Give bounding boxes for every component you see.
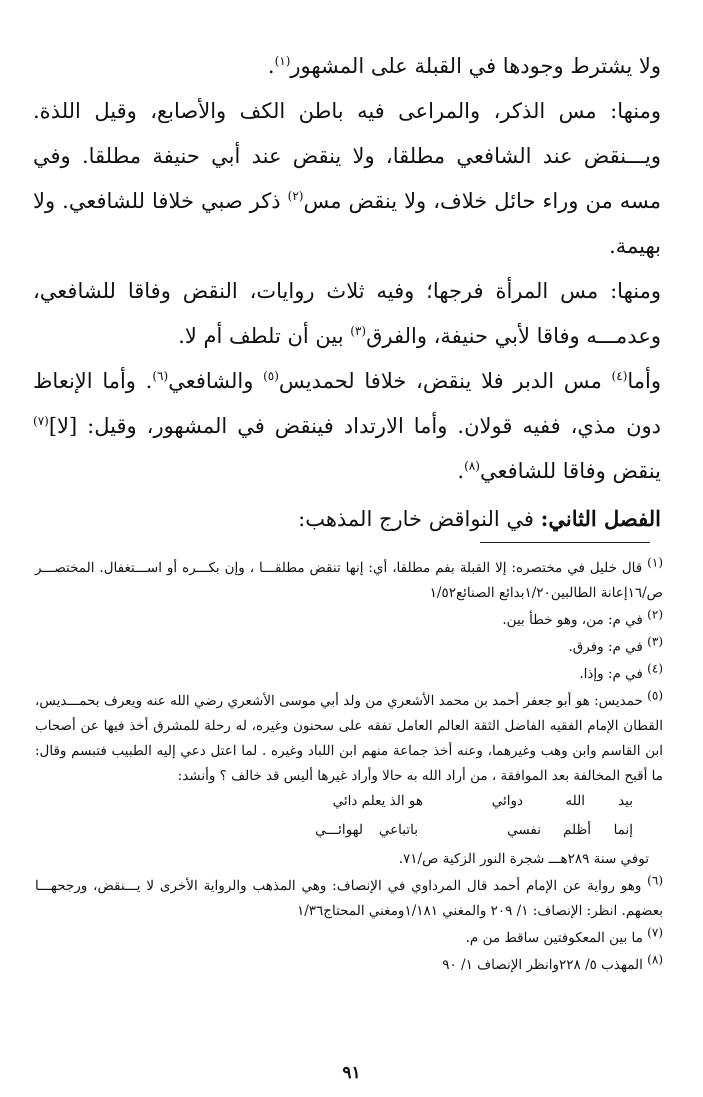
- footnote-6: $^{(٦)}$ وهو رواية عن الإمام أحمد قال المرداوي في الإنصاف: وهي المذهب والرواية الأخرى لا يـــنقض، ورجحهـــا بعضهم. انظر: الإنصاف: ١/ ٢٠٩ والمغني ١/١٨١ومغني المحتاج١/٣٦: [35, 873, 663, 919]
- footnote-2: $^{(٢)}$ في م: من، وهو خطأ بين.: [502, 607, 663, 628]
- section-heading-text: في النواقض خارج المذهب:: [298, 507, 541, 531]
- footnote-ref-5[interactable]: (٥): [263, 369, 279, 383]
- footnote-5-death: توفي سنة ٢٨٩هـــ شجرة النور الزكية ص/٧١.: [398, 851, 649, 867]
- paragraph-4: وأما$^{(٤)}$ مس الدبر فلا ينقض، خلافا لحمديس$^{(٥)}$ والشافعي$^{(٦)}$. وأما الإنعاظ دون مذي، ففيه قولان. وأما الارتداد فينقض في المشهور، وقيل: [لا]$^{(٧)}$ ينقض وفاقا للشافعي$^{(٨)}$.: [33, 369, 661, 483]
- paragraph-2: ومنها: مس الذكر، والمراعى فيه باطن الكف والأصابع، وقيل اللذة. ويـــنقض عند الشافعي مطلقا، ولا ينقض عند أبي حنيفة مطلقا. وفي مسه من وراء حائل خلاف، ولا ينقض مس$^{(٢)}$ ذكر صبي خلافا للشافعي. ولا بهيمة.: [33, 99, 661, 258]
- footnote-ref-8[interactable]: (٨): [464, 459, 480, 473]
- section-heading-title: الفصل الثاني:: [540, 506, 661, 531]
- footnote-3: $^{(٣)}$ في م: وفرق.: [568, 634, 663, 655]
- page-number: ٩١: [342, 1063, 361, 1083]
- paragraph-3: ومنها: مس المرأة فرجها؛ وفيه ثلاث روايات، النقض وفاقا للشافعي، وعدمـــه وفاقا لأبي حنيفة، والفرق$^{(٣)}$ بين أن تلطف أم لا.: [33, 279, 661, 348]
- footnote-5: $^{(٥)}$ حمديس: هو أبو جعفر أحمد بن محمد الأشعري من ولد أبي موسى الأشعري رضي الله عنه ويعرف بحمـــديس، القطان الإمام الفقيه الفاضل الثقة العالم العامل تفقه على سحنون وغيره، له رحلة للمشرق أخذ فيها عن أصحاب ابن القاسم وابن وهب وغيرهما، وعنه أخذ جماعة منهم ابن اللباد وغيره . لما اعتل دعي إليه الطبيب فتبسم وقال: ما أقبح المخالفة بعد الموافقة ، من أراد الله به حالا وأراد غيرها أليس قد خالف ؟ وأنشد:: [35, 688, 663, 784]
- footnotes: [35, 556, 663, 980]
- footnote-1: $^{(١)}$ قال خليل في مختصره: إلا القبلة بفم مطلقا، أي: إنها تنقض مطلقـــا ، وإن بكـــره أو اســـتغفال. المختصـــر ص/١٦إعانة الطالبين١/٢٠بدائع الصنائع١/٥٢: [35, 555, 663, 601]
- footnote-ref-6[interactable]: (٦): [152, 369, 169, 383]
- footnote-ref-2[interactable]: (٢): [287, 189, 304, 203]
- footnote-ref-4[interactable]: (٤): [611, 369, 628, 383]
- poem-line-1: بيد الله دوائي هو الذ يعلم دائي: [332, 793, 633, 809]
- footnote-8: $^{(٨)}$ المهذب ٥/ ٢٢٨وانظر الإنصاف ١/ ٩٠: [442, 952, 663, 973]
- footnote-ref-3[interactable]: (٣): [350, 324, 367, 338]
- footnote-4: $^{(٤)}$ في م: وإذا.: [579, 661, 663, 682]
- footnote-separator: [480, 542, 650, 543]
- poem-line-2: إنما أظلم نفسي باتباعي لهوائـــي: [315, 822, 633, 838]
- footnote-ref-7[interactable]: (٧): [33, 414, 49, 428]
- main-text: [33, 44, 661, 542]
- footnote-ref-1[interactable]: (١): [274, 54, 291, 68]
- section-heading: [33, 496, 661, 542]
- footnote-7: $^{(٧)}$ ما بين المعكوفتين ساقط من م.: [465, 925, 663, 946]
- paragraph-1: ولا يشترط وجودها في القبلة على المشهور$^{(١)}$.: [267, 54, 661, 78]
